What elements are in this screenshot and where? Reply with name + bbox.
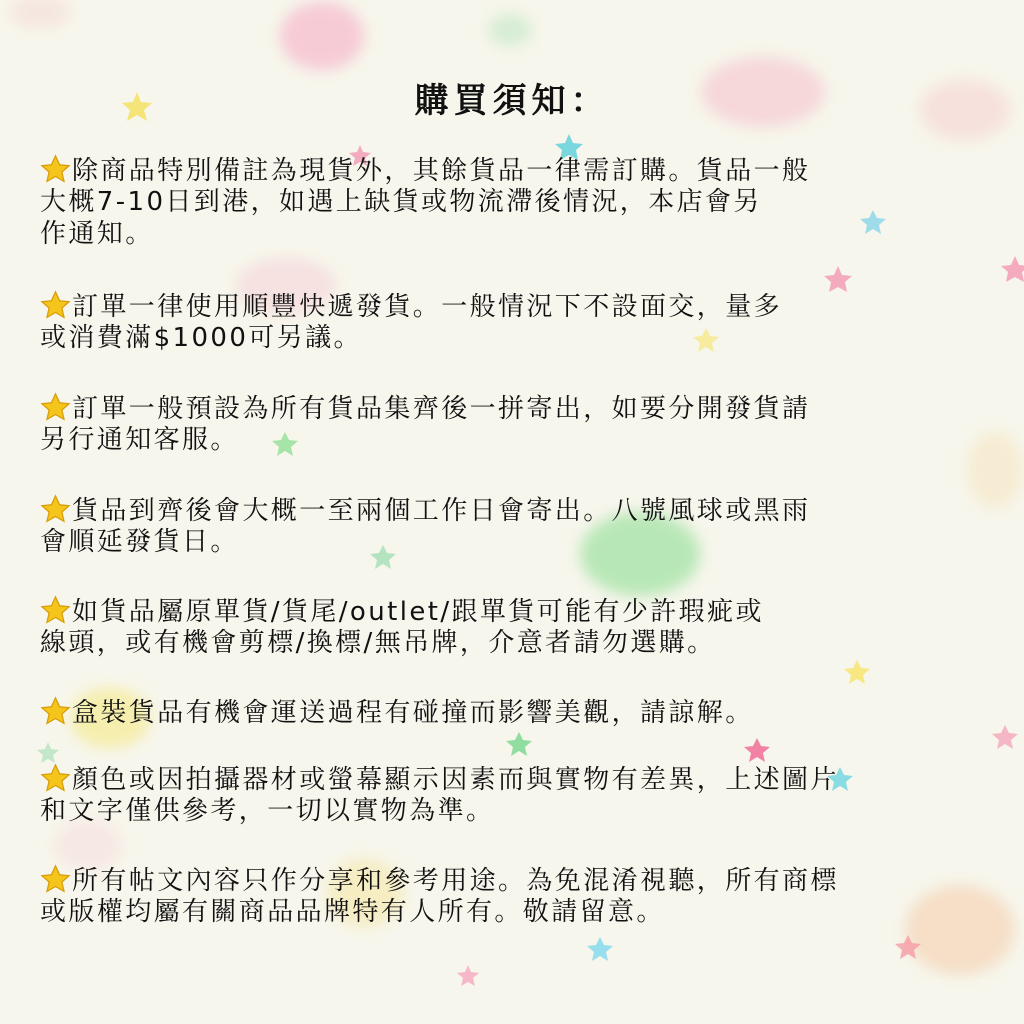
- notice-text: 盒裝貨品有機會運送過程有碰撞而影響美觀，請諒解。: [72, 698, 754, 728]
- star-icon: [40, 696, 71, 727]
- notice-line: [40, 494, 990, 526]
- notice-line: [40, 763, 990, 795]
- notice-boxed-items: [40, 696, 990, 728]
- star-icon: [40, 392, 71, 423]
- notice-copyright: [40, 864, 990, 928]
- notice-text: 貨品到齊後會大概一至兩個工作日會寄出。八號風球或黑雨: [72, 496, 811, 526]
- notice-text: 訂單一般預設為所有貨品集齊後一拼寄出，如要分開發貨請: [72, 394, 811, 424]
- star-icon: [40, 494, 71, 525]
- notice-line: [40, 290, 990, 322]
- notice-defects: [40, 595, 990, 659]
- notice-line: [40, 595, 990, 627]
- notice-text: 除商品特別備註為現貨外，其餘貨品一律需訂購。貨品一般: [72, 156, 811, 186]
- notice-line: [40, 154, 990, 186]
- star-icon: [40, 154, 71, 185]
- notice-text: 訂單一律使用順豐快遞發貨。一般情況下不設面交，量多: [72, 292, 783, 322]
- star-icon: [40, 763, 71, 794]
- notice-delivery-time: [40, 494, 990, 558]
- notice-combined-shipping: [40, 392, 990, 456]
- notice-line: 和文字僅供參考，一切以實物為準。: [40, 796, 495, 826]
- notice-color-difference: [40, 763, 990, 827]
- notice-line: 線頭，或有機會剪標/換標/無吊牌，介意者請勿選購。: [40, 628, 716, 658]
- notice-text: 所有帖文內容只作分享和參考用途。為免混淆視聽，所有商標: [72, 866, 839, 896]
- notice-line: 另行通知客服。: [40, 425, 239, 455]
- notice-line: 或版權均屬有關商品品牌特有人所有。敬請留意。: [40, 897, 665, 927]
- notice-line: 作通知。: [40, 219, 154, 249]
- star-icon: [40, 864, 71, 895]
- star-icon: [40, 595, 71, 626]
- page-title: 購買須知：: [414, 80, 610, 121]
- notice-line: 會順延發貨日。: [40, 527, 239, 557]
- notice-line: 大概7-10日到港，如遇上缺貨或物流滯後情況，本店會另: [40, 187, 762, 217]
- notice-text: 如貨品屬原單貨/貨尾/outlet/跟單貨可能有少許瑕疵或: [72, 597, 764, 627]
- notice-line: [40, 696, 990, 728]
- star-icon: [40, 290, 71, 321]
- notice-shipping-method: [40, 290, 990, 354]
- notice-stock-ordering: [40, 154, 990, 250]
- notice-line: 或消費滿$1000可另議。: [40, 323, 362, 353]
- notice-line: [40, 864, 990, 896]
- notice-text: 顏色或因拍攝器材或螢幕顯示因素而與實物有差異，上述圖片: [72, 765, 839, 795]
- notice-line: [40, 392, 990, 424]
